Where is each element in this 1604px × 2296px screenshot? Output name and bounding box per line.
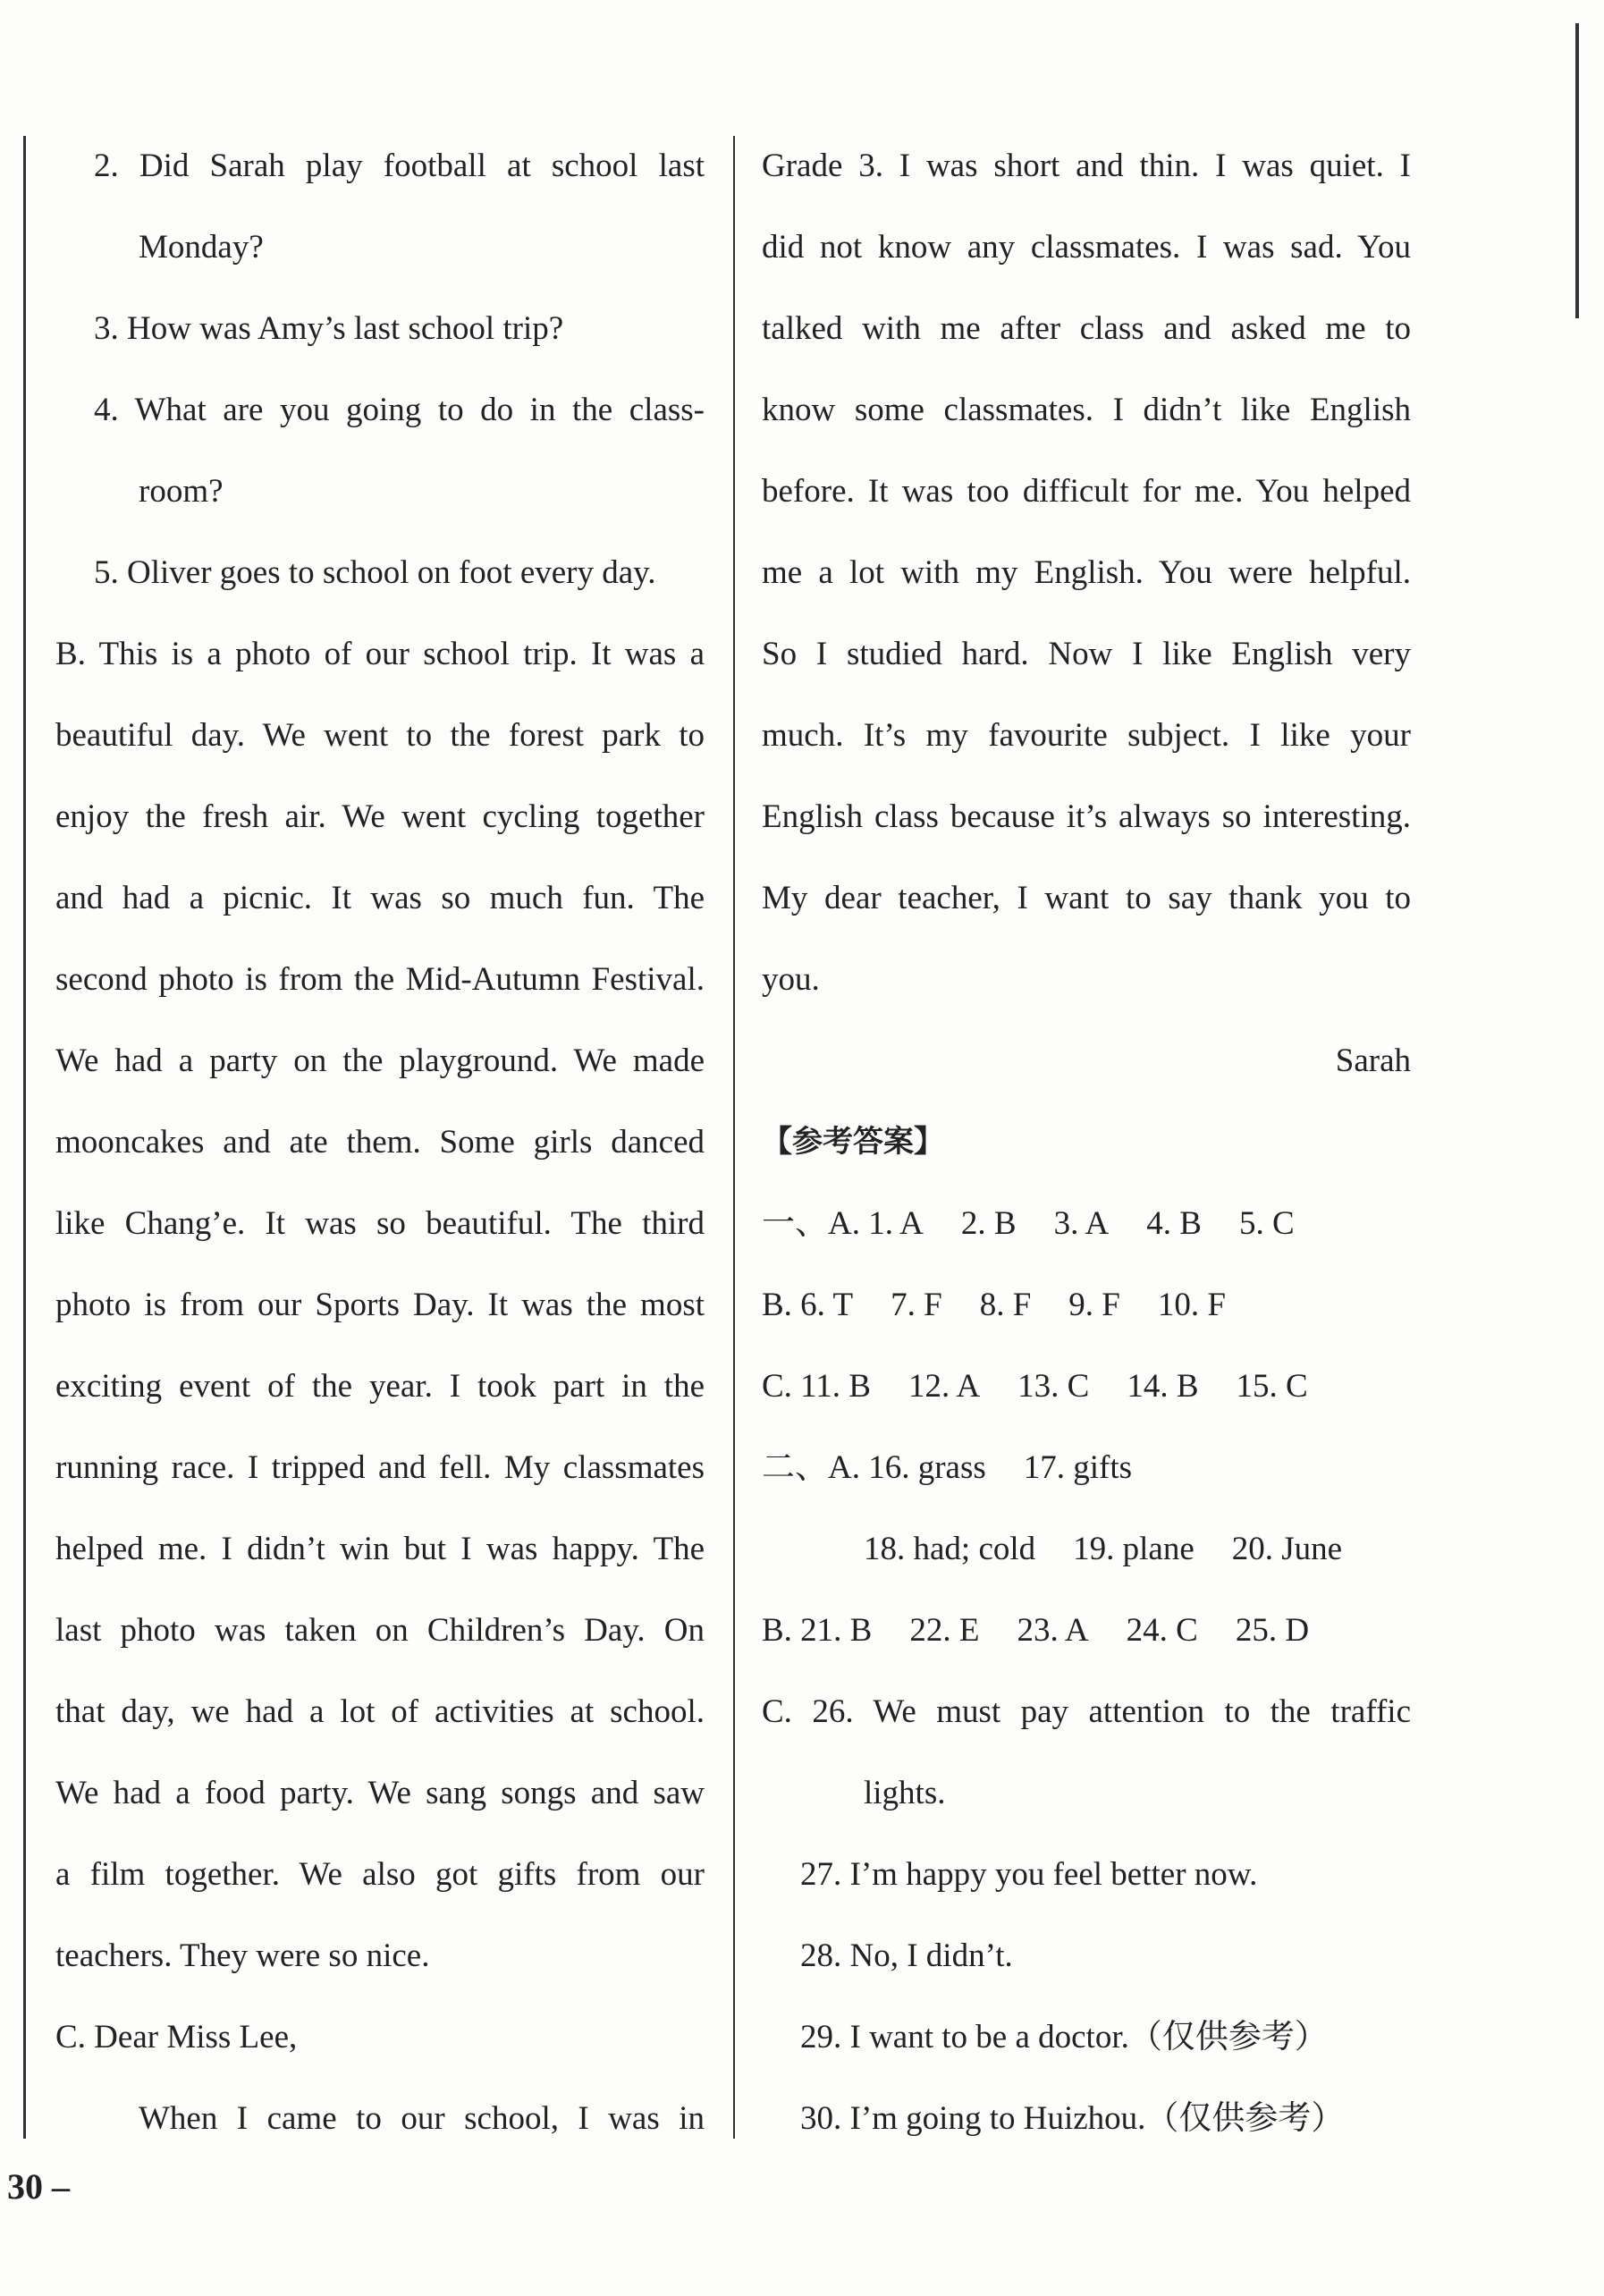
answer-item: 14. B	[1127, 1368, 1199, 1405]
letter-continuation	[762, 125, 1411, 1102]
answer-line: 27. I’m happy you feel better now.	[800, 1856, 1258, 1893]
text-line: like Chang’e. It was so beautiful. The third	[55, 1205, 705, 1242]
text-line: 2. Did Sarah play football at school last	[94, 148, 705, 184]
right-column	[762, 125, 1411, 2159]
answer-row	[762, 1183, 1411, 1264]
answer-item: 一、A. 1. A	[762, 1205, 924, 1242]
text-line: much. It’s my favourite subject. I like your	[762, 717, 1411, 754]
answer-item: 5. C	[1238, 1205, 1295, 1242]
text-line: English class because it’s always so interesting.	[762, 798, 1411, 835]
answer-line: C. 26. We must pay attention to the traffic	[762, 1693, 1411, 1730]
answer-item: C. 11. B	[762, 1368, 871, 1405]
answer-line: lights.	[864, 1775, 946, 1811]
answer-line: 29. I want to be a doctor.（仅供参考）	[800, 2019, 1328, 2055]
answer-item: 15. C	[1236, 1368, 1308, 1405]
text-line: before. It was too difficult for me. You helped	[762, 473, 1411, 510]
answer-item: 9. F	[1068, 1287, 1120, 1323]
answer-item: 24. C	[1126, 1612, 1198, 1649]
text-line: second photo is from the Mid-Autumn Festival.	[55, 961, 705, 998]
answer-row	[762, 1264, 1411, 1346]
answer-heading: 【参考答案】	[762, 1124, 944, 1160]
text-line: My dear teacher, I want to say thank you to	[762, 880, 1411, 916]
text-line: We had a food party. We sang songs and saw	[55, 1775, 705, 1811]
text-line: When I came to our school, I was in	[139, 2100, 705, 2137]
text-line: So I studied hard. Now I like English very	[762, 636, 1411, 672]
text-line: did not know any classmates. I was sad. You	[762, 229, 1411, 266]
answer-item: 18. had; cold	[864, 1531, 1036, 1567]
text-line: running race. I tripped and fell. My classmates	[55, 1449, 705, 1486]
answer-item: 7. F	[891, 1287, 942, 1323]
text-line: that day, we had a lot of activities at school.	[55, 1693, 705, 1730]
text-line: enjoy the fresh air. We went cycling together	[55, 798, 705, 835]
text-line: 5. Oliver goes to school on foot every day.	[94, 554, 656, 591]
text-line: 4. What are you going to do in the class-	[94, 392, 705, 428]
text-line: teachers. They were so nice.	[55, 1937, 430, 1974]
text-line: 3. How was Amy’s last school trip?	[94, 310, 564, 347]
text-line: you.	[762, 961, 820, 998]
answer-item: 25. D	[1235, 1612, 1310, 1649]
answer-item: 23. A	[1017, 1612, 1089, 1649]
right-edge-rule	[1575, 23, 1579, 318]
text-line: C. Dear Miss Lee,	[55, 2019, 298, 2055]
answer-row	[762, 1427, 1411, 1508]
answer-row	[762, 1590, 1411, 1671]
answer-item: 2. B	[960, 1205, 1017, 1242]
answer-sentences	[762, 1671, 1411, 2159]
answer-row	[762, 1508, 1411, 1590]
answer-item: 8. F	[979, 1287, 1032, 1323]
answer-item: 13. C	[1017, 1368, 1090, 1405]
answer-item: B. 21. B	[762, 1612, 873, 1649]
text-line: mooncakes and ate them. Some girls danced	[55, 1124, 705, 1161]
answer-line: 30. I’m going to Huizhou.（仅供参考）	[800, 2100, 1345, 2137]
answer-item: 3. A	[1053, 1205, 1110, 1242]
text-line: photo is from our Sports Day. It was the most	[55, 1287, 705, 1323]
answer-item: 17. gifts	[1023, 1449, 1133, 1486]
left-margin-rule	[23, 136, 26, 2139]
text-line: Sarah	[1335, 1042, 1411, 1079]
text-line: Grade 3. I was short and thin. I was quiet. I	[762, 148, 1411, 184]
text-line: a film together. We also got gifts from our	[55, 1856, 705, 1893]
answer-item: 二、A. 16. grass	[762, 1449, 986, 1486]
text-line: know some classmates. I didn’t like English	[762, 392, 1411, 428]
answer-line: 28. No, I didn’t.	[800, 1937, 1013, 1974]
text-line: room?	[139, 473, 224, 510]
column-divider	[733, 136, 735, 2139]
text-line: talked with me after class and asked me to	[762, 310, 1411, 347]
text-line: helped me. I didn’t win but I was happy. The	[55, 1531, 705, 1567]
text-line: We had a party on the playground. We made	[55, 1042, 705, 1079]
text-line: Monday?	[139, 229, 264, 266]
text-line: and had a picnic. It was so much fun. The	[55, 880, 705, 916]
answer-item: 19. plane	[1073, 1531, 1195, 1567]
text-line: me a lot with my English. You were helpful.	[762, 554, 1411, 591]
text-line: B. This is a photo of our school trip. It was a	[55, 636, 705, 672]
answer-item: 20. June	[1231, 1531, 1343, 1567]
page-number: 30 –	[7, 2166, 70, 2207]
text-line: last photo was taken on Children’s Day. On	[55, 1612, 705, 1649]
answer-item: 4. B	[1146, 1205, 1202, 1242]
answer-item: 12. A	[908, 1368, 981, 1405]
answer-item: 22. E	[909, 1612, 980, 1649]
text-line: exciting event of the year. I took part in the	[55, 1368, 705, 1405]
answer-row	[762, 1346, 1411, 1427]
left-column	[55, 125, 705, 2159]
answer-key	[762, 1183, 1411, 1671]
answer-item: 10. F	[1157, 1287, 1226, 1323]
text-line: beautiful day. We went to the forest park to	[55, 717, 705, 754]
answer-item: B. 6. T	[762, 1287, 854, 1323]
